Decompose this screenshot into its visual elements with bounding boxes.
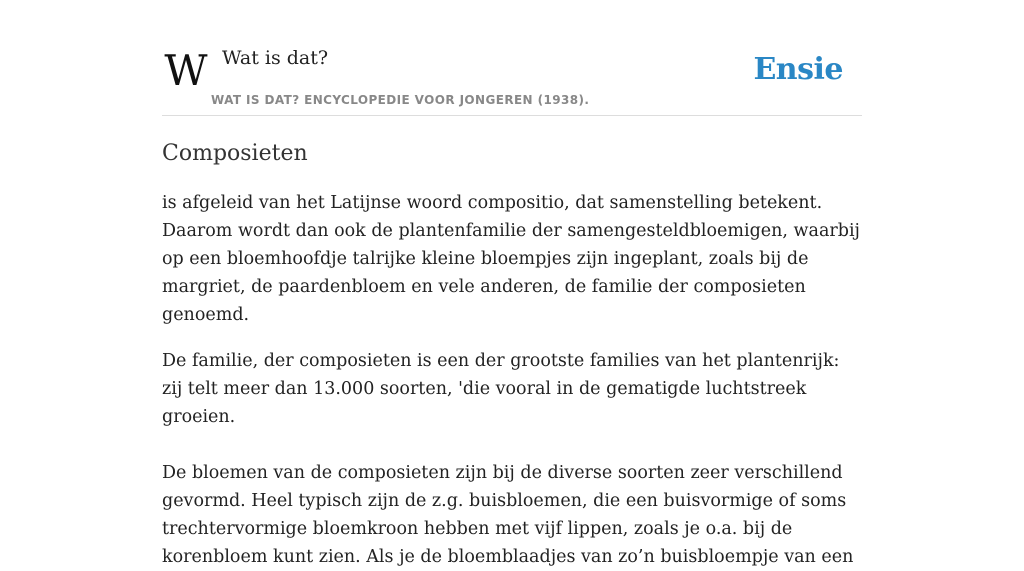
article-paragraph: De bloemen van de composieten zijn bij de diverse soorten zeer verschillend gevormd. Heel typisch zijn de z.g. buisbloemen, die een buisvormige of soms trechtervormige bloemkroon hebben met vijf lippen, zoals je o.a. bij de korenbloem kunt zien. Als je de bloemblaadjes van zo’n buisbloempje van een	[162, 463, 854, 567]
article-paragraph: is afgeleid van het Latijnse woord compositio, dat samenstelling betekent. Daarom wordt dan ook de plantenfamilie der samengesteldbloemigen, waarbij op een bloemhoofdje talrijke kleine bloempjes zijn ingeplant, zoals bij de margriet, de paardenbloem en vele anderen, de familie der composieten genoemd.	[162, 193, 860, 325]
page	[162, 0, 862, 571]
article-title: Composieten	[162, 141, 308, 166]
brand-logo-link[interactable]: Ensie	[753, 52, 843, 87]
article-paragraph: De familie, der composieten is een der grootste families van het plantenrijk: zij telt meer dan 13.000 soorten, 'die vooral in de gematigde luchtstreek groeien.	[162, 351, 840, 427]
svg-text:W: W	[164, 51, 208, 91]
wikipedia-w-icon[interactable]	[164, 51, 208, 91]
site-title-link[interactable]: Wat is dat?	[222, 47, 329, 69]
source-subtitle: WAT IS DAT? ENCYCLOPEDIE VOOR JONGEREN (1938).	[211, 93, 590, 107]
site-header	[162, 0, 862, 116]
